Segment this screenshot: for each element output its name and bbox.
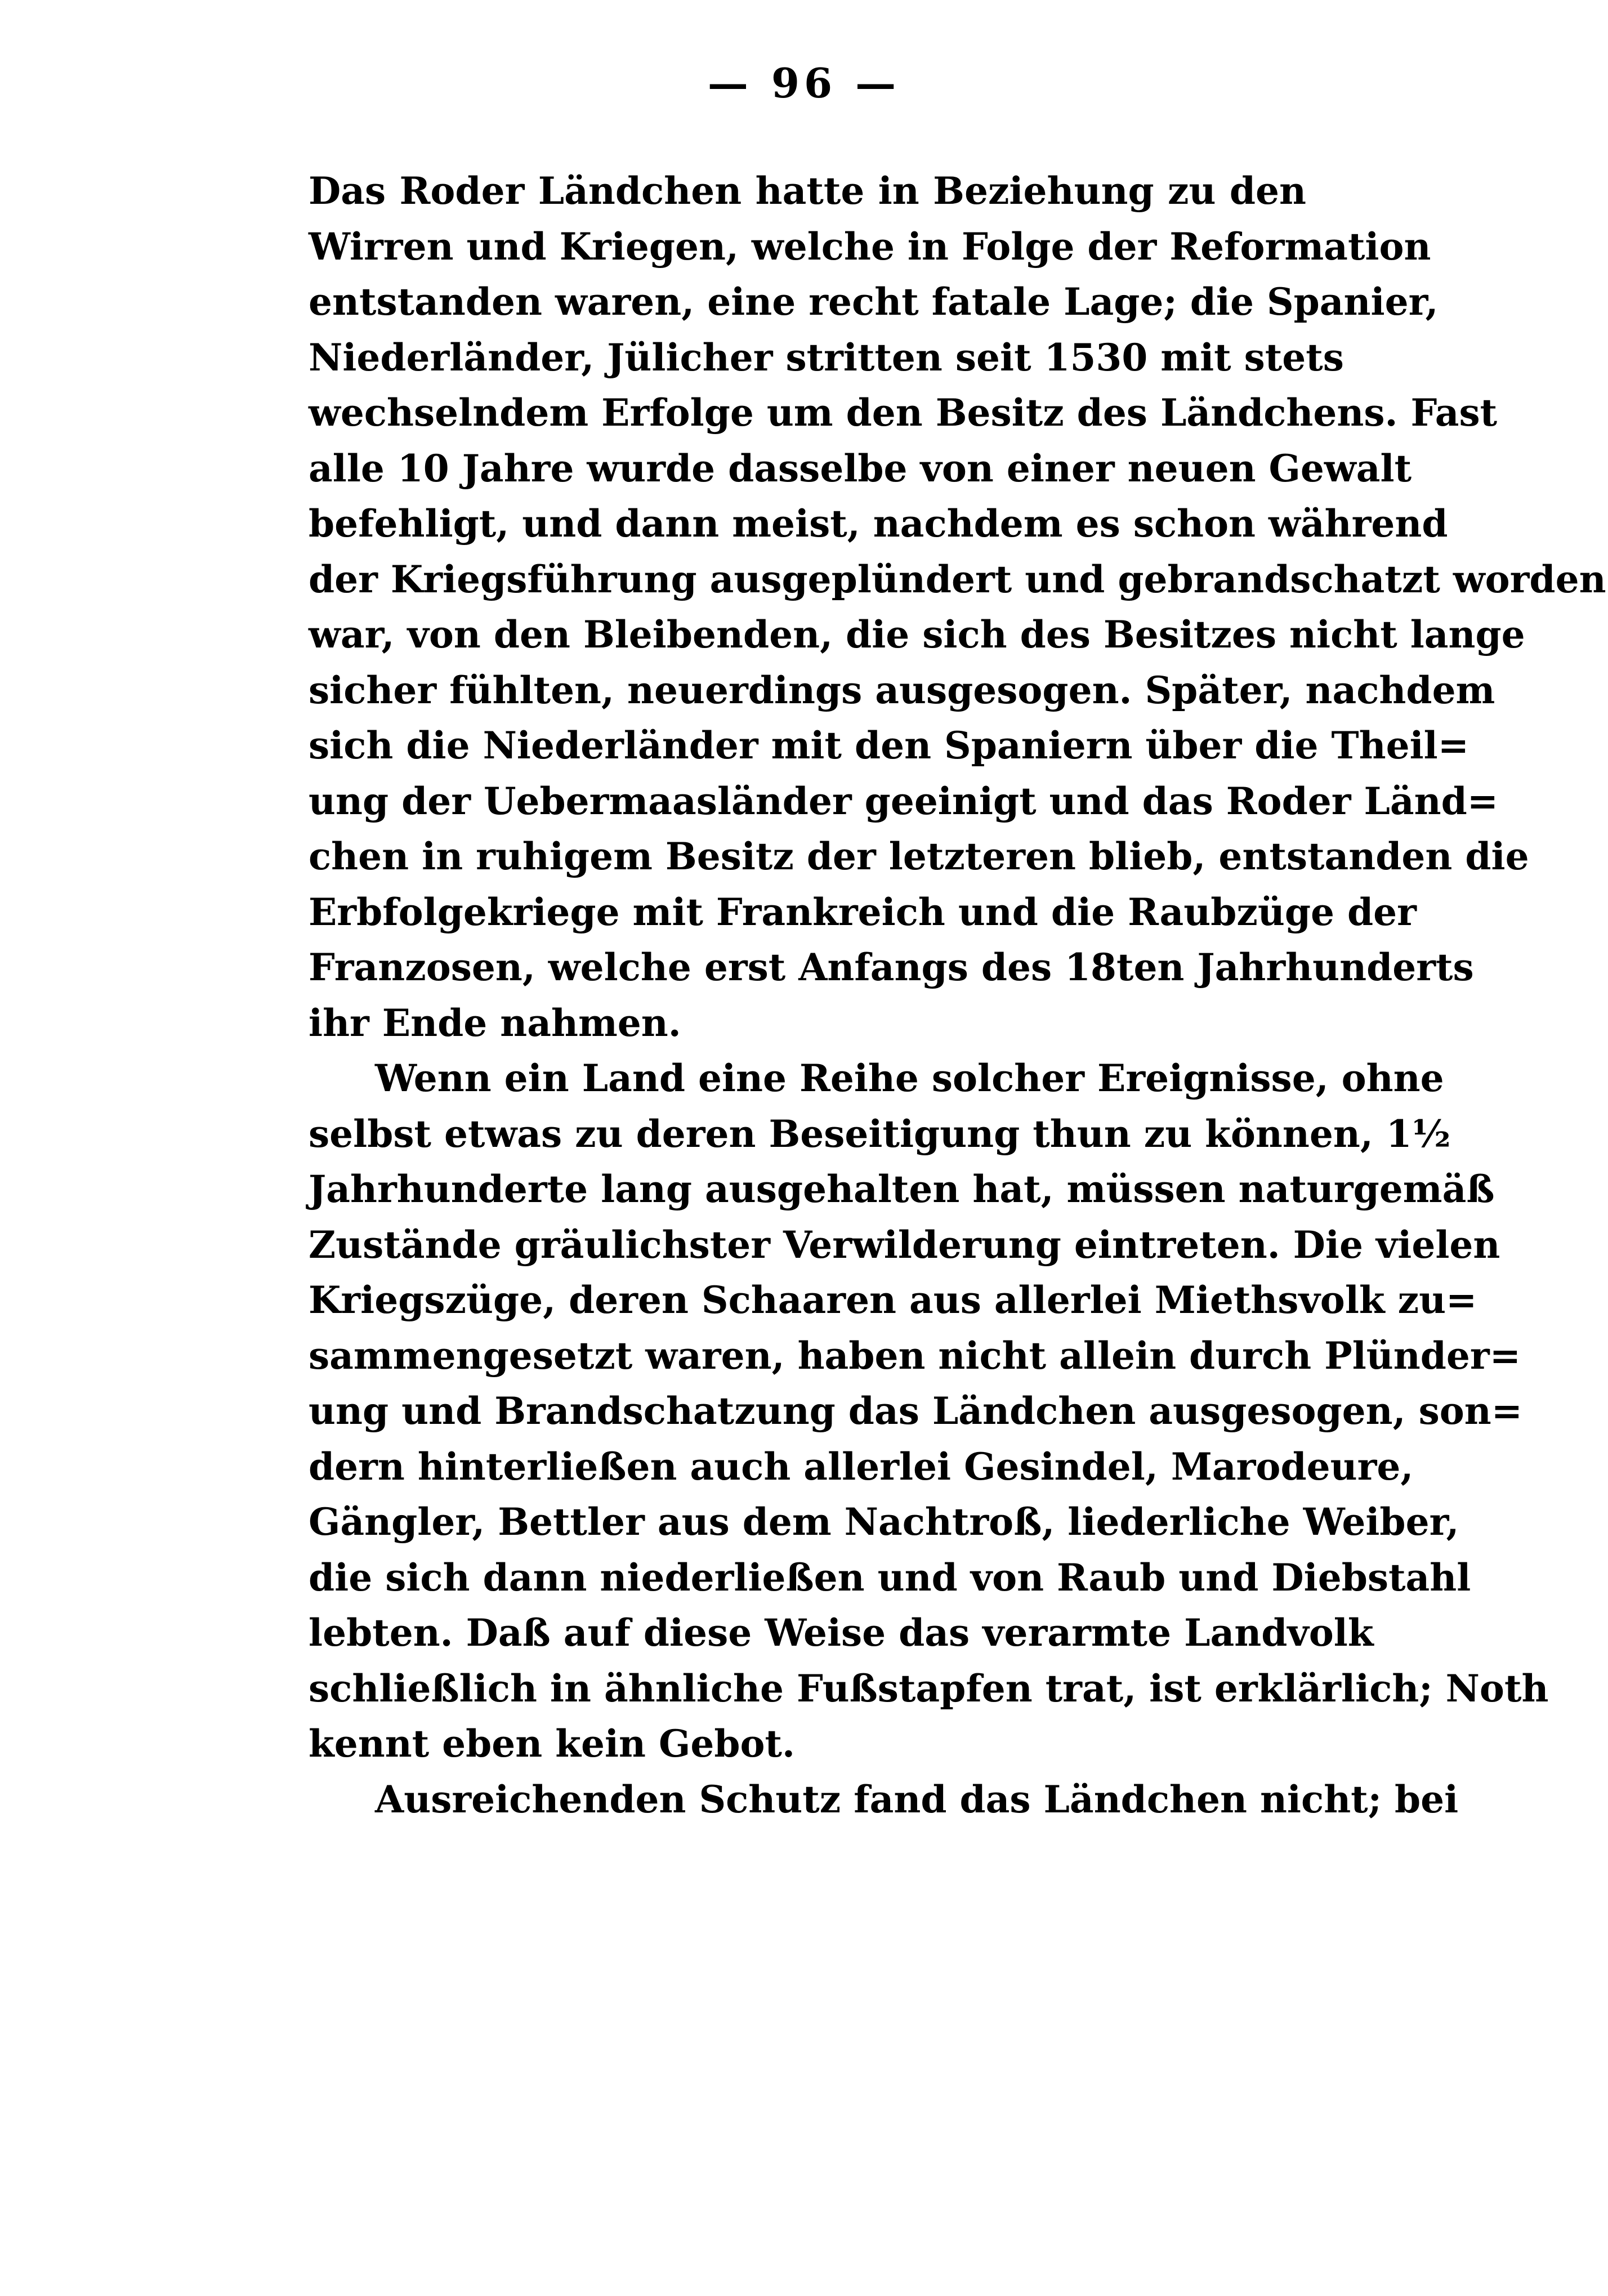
text-line: Kriegszüge, deren Schaaren aus allerlei Miethsvolk zu=	[309, 1278, 1477, 1322]
text-line: sammengesetzt waren, haben nicht allein durch Plünder=	[309, 1333, 1521, 1378]
text-line: ihr Ende nahmen.	[309, 1000, 681, 1045]
text-line: die sich dann niederließen und von Raub und Diebstahl	[309, 1555, 1471, 1600]
text-line: Gängler, Bettler aus dem Nachtroß, liederliche Weiber,	[309, 1500, 1459, 1544]
text-line: der Kriegsführung ausgeplündert und gebrandschatzt worden	[309, 557, 1606, 601]
text-line: wechselndem Erfolge um den Besitz des Ländchens. Fast	[309, 391, 1498, 435]
text-line: befehligt, und dann meist, nachdem es schon während	[309, 502, 1448, 546]
text-line: lebten. Daß auf diese Weise das verarmte Landvolk	[309, 1611, 1374, 1655]
text-line: Wirren und Kriegen, welche in Folge der Reformation	[309, 224, 1431, 269]
text-line: kennt eben kein Gebot.	[309, 1722, 795, 1766]
text-line: Erbfolgekriege mit Frankreich und die Raubzüge der	[309, 890, 1417, 934]
page-body-text	[309, 163, 1606, 1827]
text-line: Wenn ein Land eine Reihe solcher Ereignisse, ohne	[375, 1056, 1444, 1100]
text-line: chen in ruhigem Besitz der letzteren blieb, entstanden die	[309, 834, 1529, 878]
text-line: sich die Niederländer mit den Spaniern über die Theil=	[309, 723, 1469, 767]
text-line: Jahrhunderte lang ausgehalten hat, müssen naturgemäß	[309, 1167, 1495, 1211]
text-line: ung der Uebermaasländer geeinigt und das Roder Länd=	[309, 779, 1499, 823]
text-line: Ausreichenden Schutz fand das Ländchen nicht; bei	[375, 1777, 1459, 1821]
text-line: Zustände gräulichster Verwilderung eintreten. Die vielen	[309, 1222, 1500, 1267]
text-line: Das Roder Ländchen hatte in Beziehung zu den	[309, 169, 1306, 213]
text-line: Niederländer, Jülicher stritten seit 1530 mit stets	[309, 335, 1344, 379]
text-line: dern hinterließen auch allerlei Gesindel, Marodeure,	[309, 1444, 1414, 1489]
text-line: alle 10 Jahre wurde dasselbe von einer neuen Gewalt	[309, 446, 1412, 490]
text-line: ung und Brandschatzung das Ländchen ausgesogen, son=	[309, 1389, 1523, 1433]
text-line: entstanden waren, eine recht fatale Lage; die Spanier,	[309, 280, 1439, 324]
text-line: schließlich in ähnliche Fußstapfen trat, ist erklärlich; Noth	[309, 1666, 1549, 1710]
text-line: sicher fühlten, neuerdings ausgesogen. Später, nachdem	[309, 668, 1495, 712]
text-line: selbst etwas zu deren Beseitigung thun zu können, 1½	[309, 1111, 1451, 1156]
page-number: — 96 —	[707, 59, 901, 107]
text-line: Franzosen, welche erst Anfangs des 18ten Jahrhunderts	[309, 945, 1474, 989]
text-line: war, von den Bleibenden, die sich des Besitzes nicht lange	[309, 613, 1525, 656]
